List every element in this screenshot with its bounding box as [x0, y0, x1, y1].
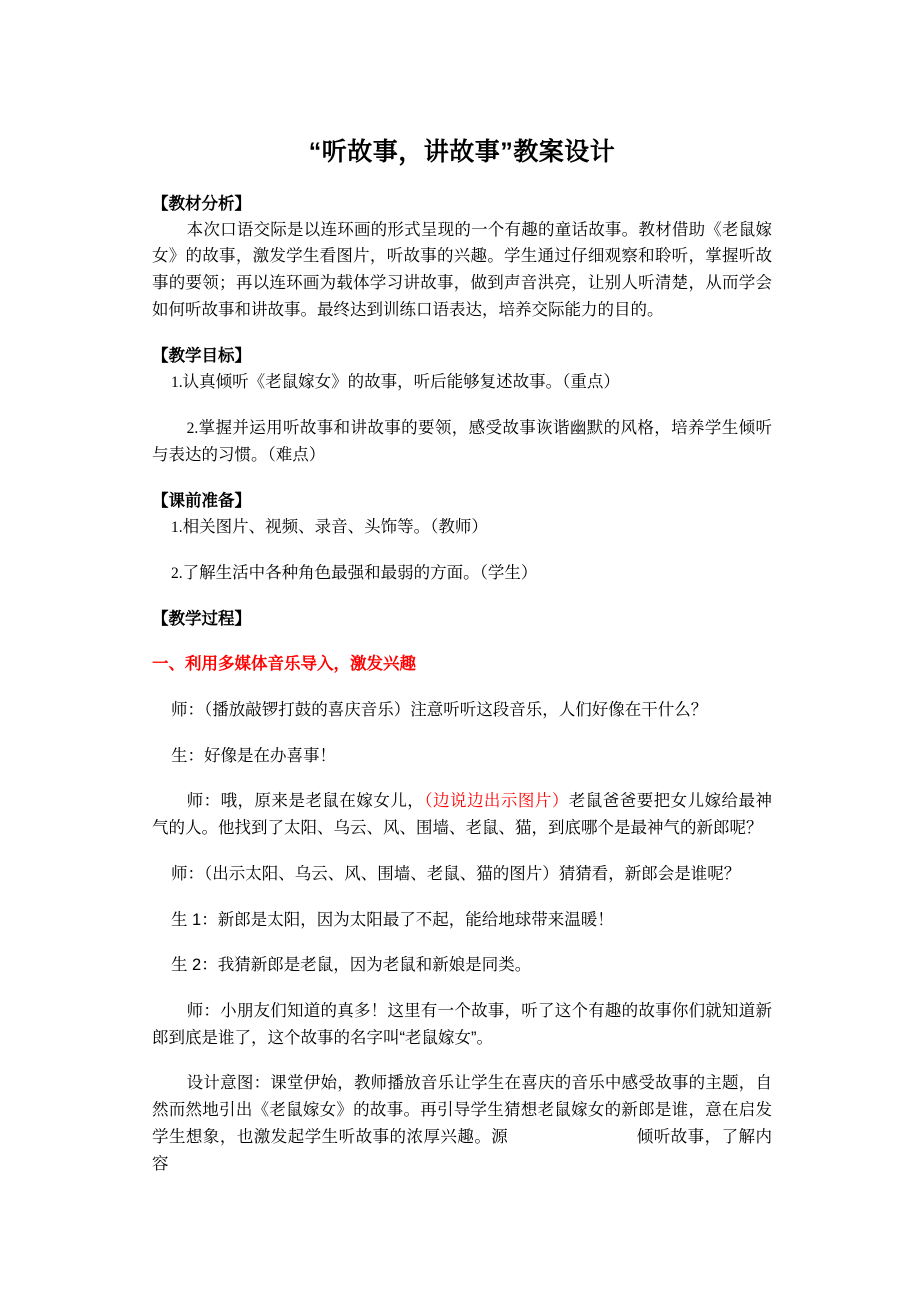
list-number-preparation-2: 2. [170, 564, 183, 582]
list-text-preparation-1: 相关图片、视频、录音、头饰等。（教师） [182, 518, 488, 537]
section-heading-pre-class-preparation: 【课前准备】 [152, 492, 251, 511]
list-number-objective-2: 2. [186, 419, 199, 437]
dialogue-line-student-1: 生：好像是在办喜事！ [170, 746, 336, 765]
list-item-objective-1 [152, 369, 772, 396]
list-number-preparation-1: 1. [170, 519, 183, 537]
section-heading-teaching-material-analysis: 【教材分析】 [152, 194, 251, 213]
dialogue-stage-direction-teacher-2: （边说边出示图片） [424, 792, 569, 811]
subsection-title-one: 利用多媒体音乐导入，激发兴趣 [185, 655, 416, 674]
page-title: “听故事，讲故事”教案设计 [308, 138, 616, 166]
subsection-heading-one [152, 651, 772, 678]
section-heading-teaching-process: 【教学过程】 [152, 610, 251, 629]
paragraph-teaching-material-analysis: 本次口语交际是以连环画的形式呈现的一个有趣的童话故事。教材借助《老鼠嫁女》的故事，激发学生看图片，听故事的兴趣。学生通过仔细观察和聆听，掌握听故事的要领；再以连环画为载体学习讲故事，做到声音洪亮，让别人听清楚，从而学会如何听故事和讲故事。最终达到训练口语表达，培养交际能力的目的。 [152, 220, 772, 319]
dialogue-line-teacher-1: 师：（播放敲锣打鼓的喜庆音乐）注意听听这段音乐，人们好像在干什么？ [170, 700, 708, 719]
paragraph-design-intent [152, 1070, 772, 1177]
dialogue-line-student-2: 生 1：新郎是太阳，因为太阳最了不起，能给地球带来温暖！ [170, 910, 614, 929]
design-intent-trailing-text: 倾听故事，了解内容 [152, 1127, 773, 1173]
section-heading-teaching-objectives: 【教学目标】 [152, 347, 251, 366]
subsection-number-one: 一、 [152, 655, 185, 674]
list-item-preparation-2 [152, 560, 772, 587]
list-item-objective-2 [152, 415, 772, 468]
dialogue-line-teacher-3: 师：（出示太阳、乌云、风、围墙、老鼠、猫的图片）猜猜看，新郎会是谁呢？ [170, 864, 741, 883]
list-number-objective-1: 1. [170, 374, 183, 392]
dialogue-line-teacher-4: 师：小朋友们知道的真多！这里有一个故事，听了这个有趣的故事你们就知道新郎到底是谁了，这个故事的名字叫“老鼠嫁女”。 [152, 1001, 772, 1047]
list-text-objective-1: 认真倾听《老鼠嫁女》的故事，听后能够复述故事。（重点） [182, 373, 620, 392]
list-text-preparation-2: 了解生活中各种角色最强和最弱的方面。（学生） [182, 563, 538, 582]
design-intent-text: 设计意图：课堂伊始，教师播放音乐让学生在喜庆的音乐中感受故事的主题，自然而然地引出《老鼠嫁女》的故事。再引导学生猜想老鼠嫁女的新郎是谁，意在启发学生想象，也激发起学生听故事的浓厚兴趣。源 [152, 1074, 772, 1146]
dialogue-prefix-teacher-2: 师：哦，原来是老鼠在嫁女儿， [186, 792, 425, 811]
list-item-preparation-1 [152, 514, 772, 541]
dialogue-line-student-3: 生 2：我猜新郎是老鼠，因为老鼠和新娘是同类。 [170, 956, 532, 975]
dialogue-line-teacher-2 [152, 788, 772, 841]
document-body [152, 136, 772, 1177]
dialogue-suffix-teacher-2: 老鼠爸爸要把女儿嫁给最神气的人。他找到了太阳、乌云、风、围墙、老鼠、猫，到底哪个是最神气的新郎呢？ [152, 792, 773, 838]
list-text-objective-2: 掌握并运用听故事和讲故事的要领，感受故事诙谐幽默的风格，培养学生倾听与表达的习惯。（难点） [152, 418, 772, 464]
